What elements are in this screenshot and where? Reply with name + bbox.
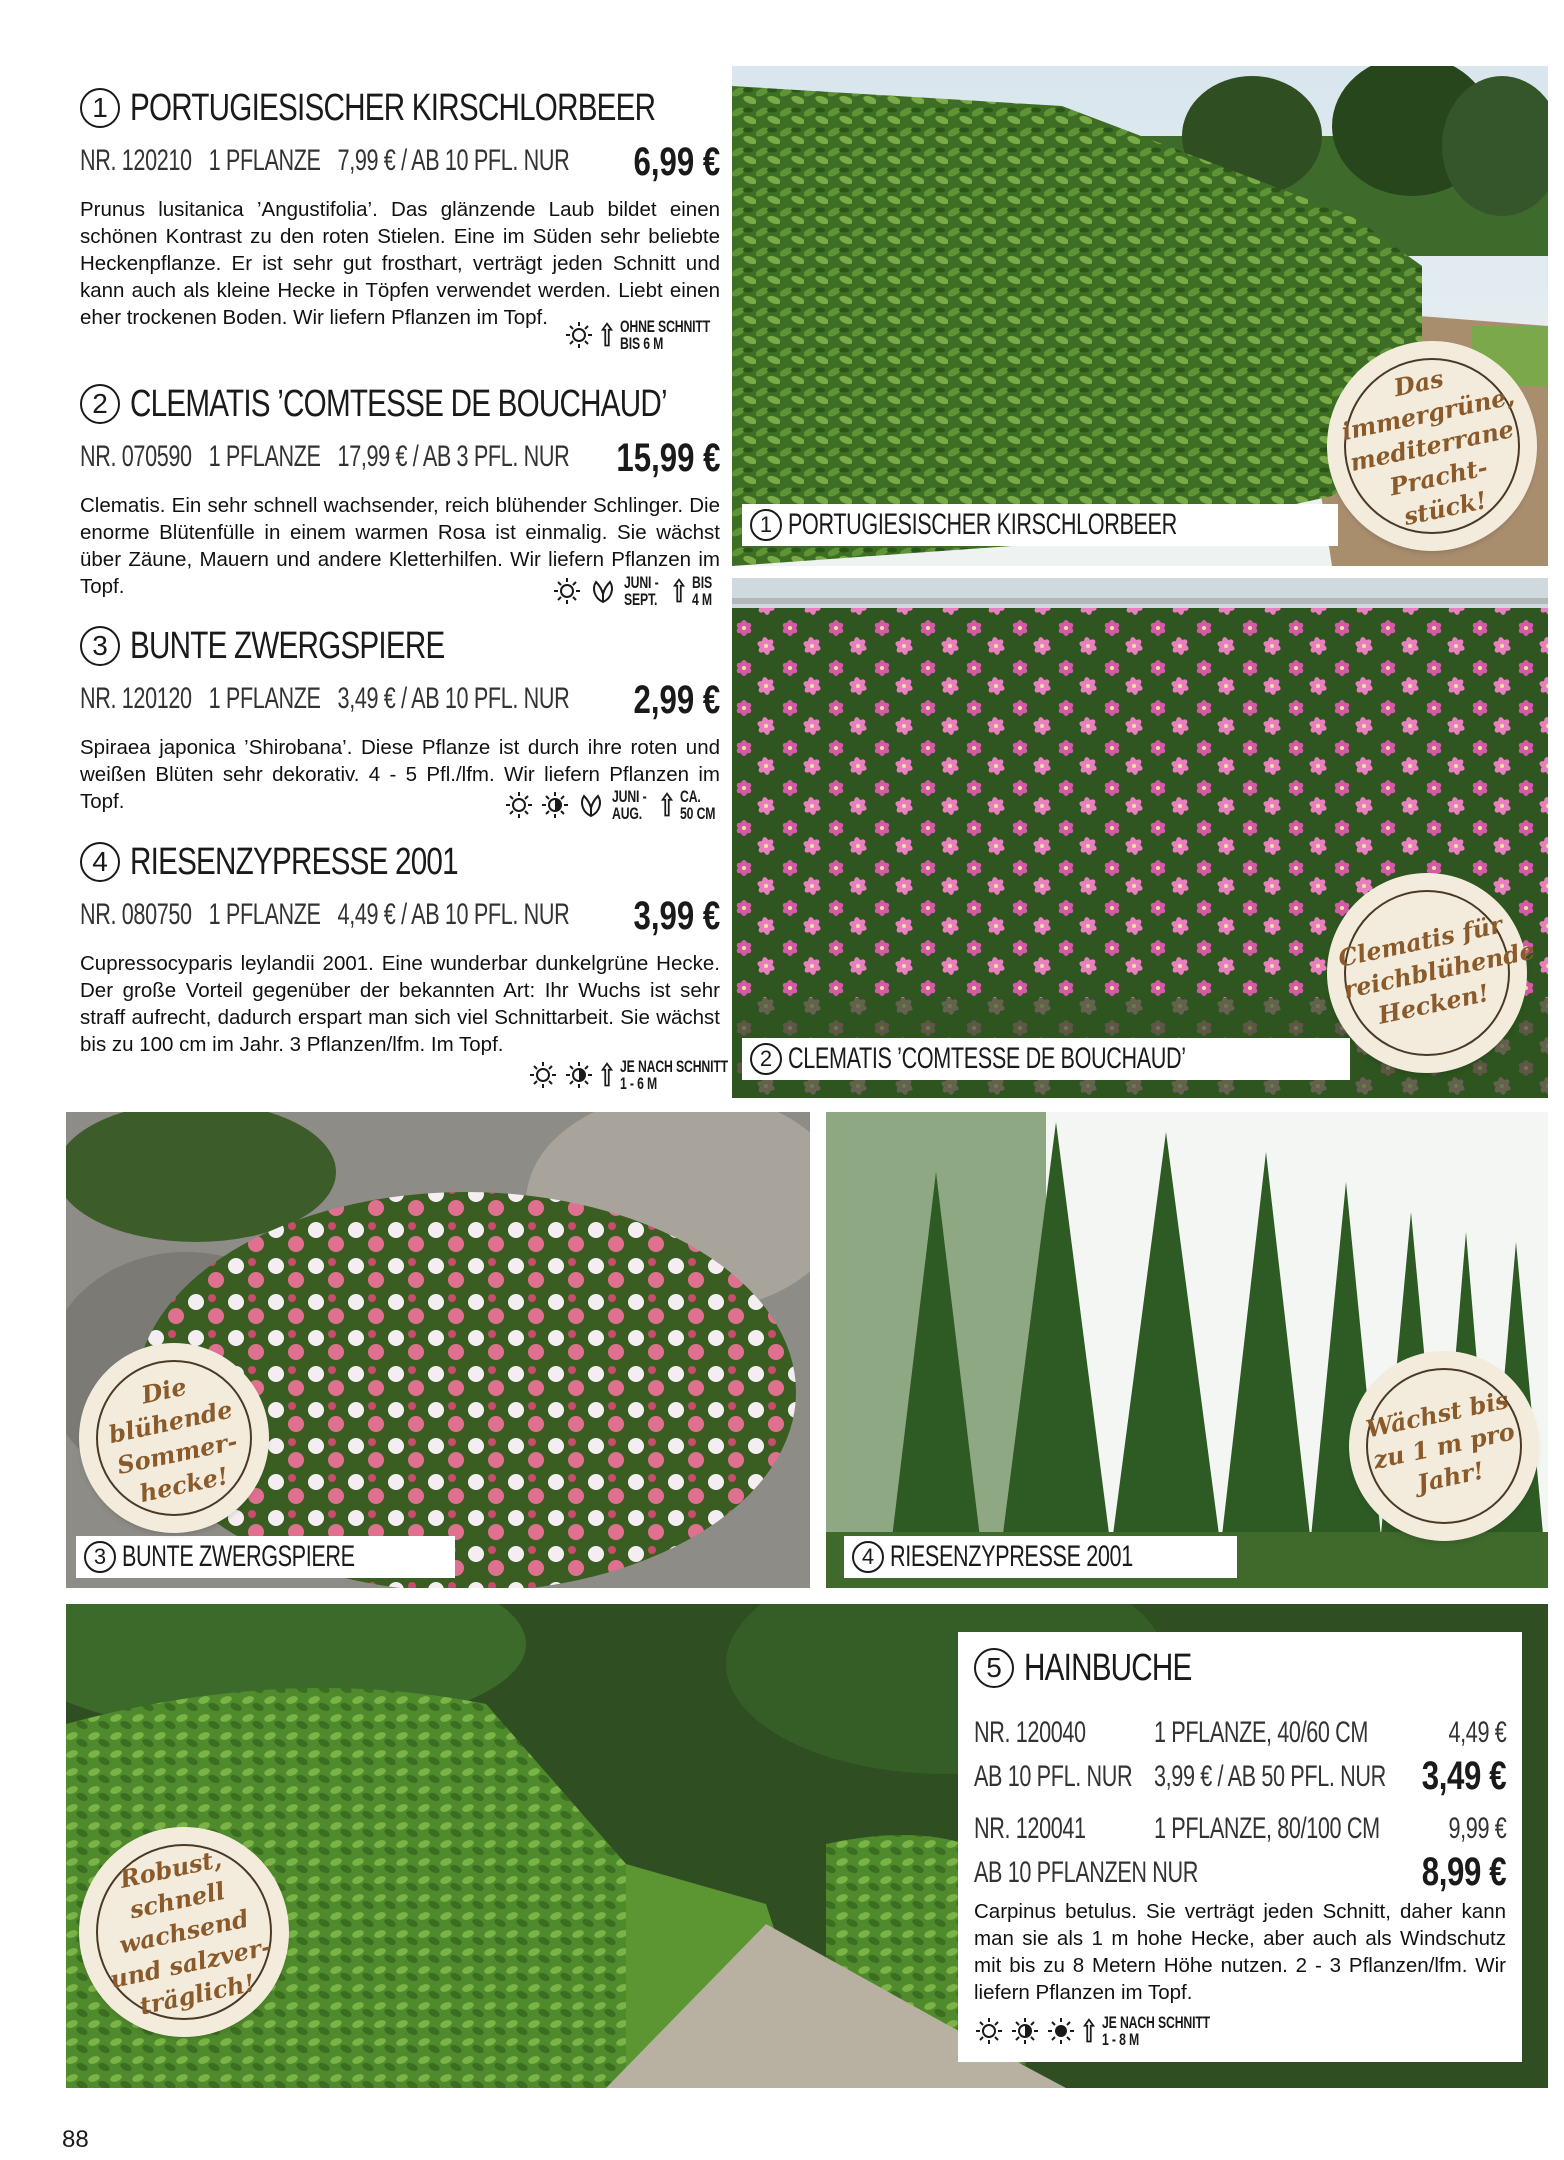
price-row	[974, 1754, 1506, 1800]
caption-text: PORTUGIESISCHER KIRSCHLORBEER	[788, 508, 1177, 541]
sun-icon	[552, 576, 582, 606]
shade-icon	[1046, 2016, 1076, 2046]
caption-number: 1	[750, 509, 782, 541]
price-meta: NR. 120210 1 PFLANZE 7,99 € / AB 10 PFL. NUR	[80, 144, 570, 177]
badge-kirschlorbeer	[1332, 346, 1532, 546]
photo-caption	[844, 1536, 1237, 1578]
bloom-note: JUNI - SEPT.	[624, 573, 659, 609]
price: 3,49 €	[1421, 1754, 1506, 1798]
sun-icon	[528, 1060, 558, 1090]
half-sun-icon	[540, 790, 570, 820]
price-cell: 3,99 € / AB 50 PFL. NUR	[1154, 1760, 1386, 1793]
flower-icon	[576, 790, 606, 820]
sun-icon	[974, 2016, 1004, 2046]
product-description: Clematis. Ein sehr schnell wachsender, reich blühender Schlinger. Die enorme Blütenfülle in einem warmen Rosa ist einmalig. Sie wächst über Zäune, Mauern und andere Kletterhilfen. Wir liefern Pflanzen im Topf.	[80, 494, 720, 598]
hainbuche-info	[958, 1632, 1522, 2062]
photo-clematis	[732, 578, 1548, 1098]
badge-text: Wächst bis zu 1 m pro Jahr!	[1363, 1384, 1518, 1499]
caption-number: 4	[852, 1541, 884, 1573]
flower-icon	[588, 576, 618, 606]
price-meta: NR. 120120 1 PFLANZE 3,49 € / AB 10 PFL. NUR	[80, 682, 570, 715]
badge-hainbuche	[84, 1832, 284, 2032]
caption-number: 2	[750, 1043, 782, 1075]
height-note: OHNE SCHNITT BIS 6 M	[620, 317, 711, 353]
product-4	[80, 836, 729, 1093]
product-1-title	[80, 82, 720, 134]
care-icons	[528, 1057, 729, 1093]
hainbuche-title	[974, 1642, 1239, 1694]
product-title: CLEMATIS ’COMTESSE DE BOUCHAUD’	[130, 382, 667, 425]
price-row	[80, 140, 720, 186]
price-cell: 1 PFLANZE, 80/100 CM	[1154, 1812, 1380, 1845]
photo-zwergspiere	[66, 1112, 810, 1588]
price: 2,99 €	[633, 678, 720, 722]
height-icon	[600, 1060, 614, 1090]
product-2	[80, 378, 720, 609]
product-title: BUNTE ZWERGSPIERE	[130, 624, 445, 667]
price-cell: NR. 120040	[974, 1716, 1086, 1749]
price-row	[974, 1812, 1506, 1852]
badge-clematis	[1332, 878, 1538, 1068]
product-title: RIESENZYPRESSE 2001	[130, 840, 458, 883]
photo-riesenzypresse	[826, 1112, 1548, 1588]
caption-text: CLEMATIS ’COMTESSE DE BOUCHAUD’	[788, 1042, 1186, 1075]
price-cell: NR. 120041	[974, 1812, 1086, 1845]
caption-number: 3	[84, 1541, 116, 1573]
product-number: 1	[80, 88, 120, 128]
price-row	[80, 436, 720, 482]
height-note: CA. 50 CM	[680, 787, 716, 823]
product-title: PORTUGIESISCHER KIRSCHLORBEER	[130, 86, 656, 129]
price-cell: 4,49 €	[1448, 1716, 1506, 1749]
half-sun-icon	[1010, 2016, 1040, 2046]
price-cell: 9,99 €	[1448, 1812, 1506, 1845]
product-4-title	[80, 836, 720, 888]
price-row	[80, 894, 720, 940]
half-sun-icon	[564, 1060, 594, 1090]
photo-caption	[742, 1038, 1350, 1080]
price-row	[974, 1850, 1506, 1896]
product-2-title	[80, 378, 720, 430]
price-meta: NR. 080750 1 PFLANZE 4,49 € / AB 10 PFL. NUR	[80, 898, 570, 931]
height-icon	[1082, 2016, 1096, 2046]
care-icons	[974, 2013, 1211, 2049]
price-cell: AB 10 PFL. NUR	[974, 1760, 1133, 1793]
price: 3,99 €	[633, 894, 720, 938]
price-cell: AB 10 PFLANZEN NUR	[974, 1856, 1198, 1889]
badge-riesenzypresse	[1354, 1356, 1534, 1536]
badge-text: Clematis für reichblühende Hecken!	[1335, 909, 1538, 1030]
caption-text: BUNTE ZWERGSPIERE	[122, 1540, 355, 1573]
product-3-title	[80, 620, 720, 672]
product-1	[80, 82, 720, 353]
page-number: 88	[62, 2126, 89, 2153]
badge-zwergspiere	[84, 1348, 264, 1528]
height-icon	[660, 790, 674, 820]
product-3	[80, 620, 720, 823]
bloom-note: JUNI - AUG.	[612, 787, 647, 823]
price: 15,99 €	[615, 436, 720, 480]
height-icon	[672, 576, 686, 606]
product-number: 3	[80, 626, 120, 666]
price-row	[80, 678, 720, 724]
price: 6,99 €	[633, 140, 720, 184]
height-note: JE NACH SCHNITT 1 - 6 M	[620, 1057, 729, 1093]
product-title: HAINBUCHE	[1024, 1646, 1192, 1689]
price-meta: NR. 070590 1 PFLANZE 17,99 € / AB 3 PFL. NUR	[80, 440, 570, 473]
price-row	[974, 1716, 1506, 1756]
badge-text: Robust, schnell wachsend und salzver-träglich!	[107, 1844, 274, 2021]
badge-text: Die blühende Sommer-hecke!	[106, 1371, 240, 1508]
product-description: Cupressocyparis leylandii 2001. Eine wunderbar dunkelgrüne Hecke. Der große Vorteil gegenüber der bekannten Art: Ihr Wuchs ist sehr straff aufrecht, dadurch erspart man sich viel Schnittarbeit. Sie wächst bis zu 100 cm im Jahr. 3 Pflanzen/lfm. Im Topf.	[80, 952, 720, 1056]
photo-kirschlorbeer	[732, 66, 1548, 566]
care-icons	[504, 788, 720, 822]
product-description: Carpinus betulus. Sie verträgt jeden Schnitt, daher kann man sie als 1 m hohe Hecke, aber auch als Windschutz mit bis zu 8 Metern Höhe nutzen. 2 - 3 Pflanzen/lfm. Wir liefern Pflanzen im Topf.	[974, 1900, 1506, 2004]
photo-caption	[742, 504, 1338, 546]
product-number: 5	[974, 1648, 1014, 1688]
height-icon	[600, 320, 614, 350]
photo-caption	[76, 1536, 455, 1578]
price-cell: 1 PFLANZE, 40/60 CM	[1154, 1716, 1369, 1749]
caption-text: RIESENZYPRESSE 2001	[890, 1540, 1133, 1573]
price: 8,99 €	[1421, 1850, 1506, 1894]
care-icons	[552, 574, 720, 608]
height-note: JE NACH SCHNITT 1 - 8 M	[1102, 2013, 1211, 2049]
product-number: 4	[80, 842, 120, 882]
product-description: Prunus lusitanica ’Angustifolia’. Das glänzende Laub bildet einen schönen Kontrast zu den roten Stielen. Eine im Süden sehr beliebte Heckenpflanze. Er ist sehr gut frosthart, verträgt jeden Schnitt und kann auch als kleine Hecke in Töpfen verwendet werden. Liebt einen eher trockenen Boden. Wir liefern Pflanzen im Topf.	[80, 198, 720, 329]
care-icons	[564, 318, 720, 352]
product-number: 2	[80, 384, 120, 424]
product-description: Spiraea japonica ’Shirobana’. Diese Pflanze ist durch ihre roten und weißen Blüten sehr dekorativ. 4 - 5 Pfl./lfm. Wir liefern Pflanzen im Topf.	[80, 736, 720, 813]
sun-icon	[564, 320, 594, 350]
height-note: BIS 4 M	[692, 573, 712, 609]
badge-text: Das immergrüne, mediterrane Pracht-stück!	[1339, 363, 1518, 532]
sun-icon	[504, 790, 534, 820]
